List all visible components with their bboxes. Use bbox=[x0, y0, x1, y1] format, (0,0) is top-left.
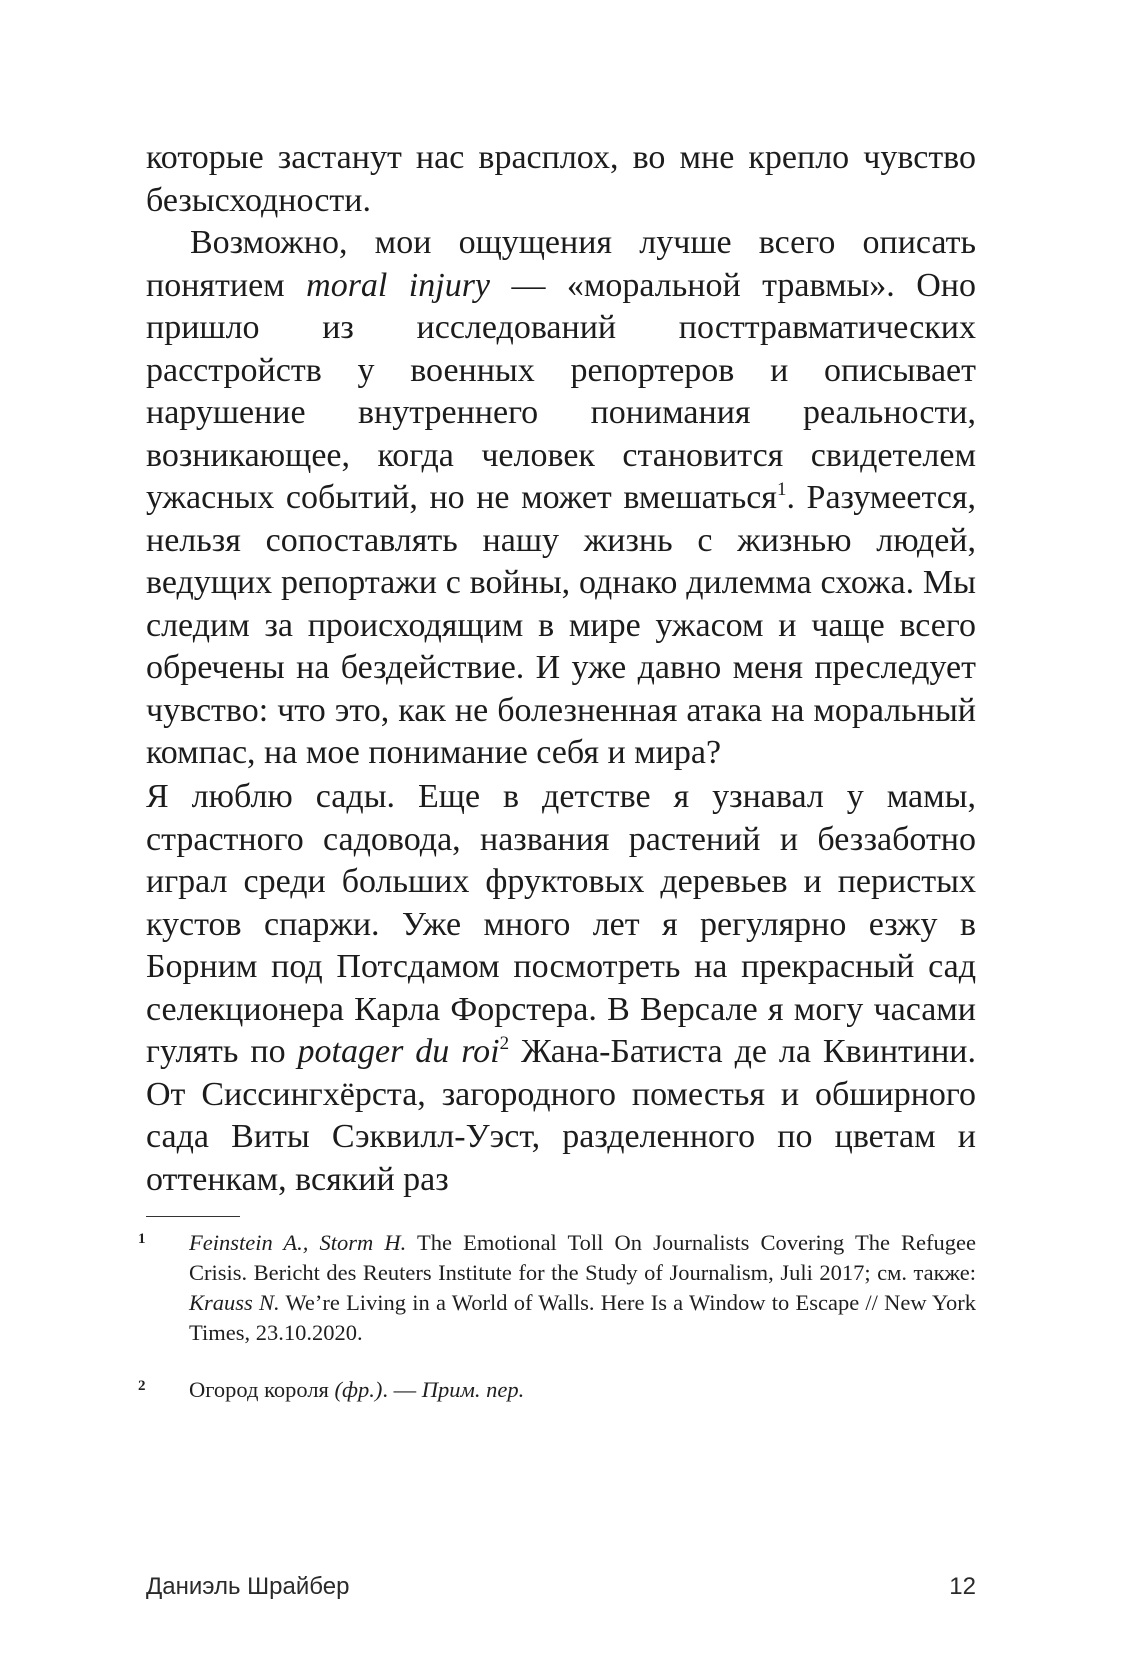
paragraph-text: . Разумеется, нельзя сопоставлять нашу жизнь с жизнью людей, ведущих репортажи с войны, однако дилемма схожа. Мы следим за происходящим в мире ужасом и чаще всего обречены на бездействие. И уже давно меня преследует чувство: что это, как не болезненная атака на моральный компас, на мое понимание себя и мира? bbox=[146, 479, 977, 771]
footnote-authors: Feinstein A., Storm H. bbox=[189, 1230, 407, 1255]
footnote-1 bbox=[138, 1228, 976, 1348]
paragraph-continuation: которые застанут нас врасплох, во мне крепло чувство безысходности. bbox=[146, 139, 976, 219]
footnote-reference[interactable]: 2 bbox=[499, 1033, 510, 1054]
paragraph-text: — «моральной травмы». Оно пришло из исследований посттравматических расстройств у военных репортеров и описывает нарушение внутреннего понимания реальности, возникающее, когда человек становится свидетелем ужасных событий, но не может вмешаться bbox=[146, 266, 976, 516]
paragraph-gardens bbox=[146, 776, 976, 1201]
footnote-separator: . — bbox=[382, 1377, 422, 1402]
footnote-translation: Огород короля bbox=[189, 1377, 335, 1402]
footnote-number: 1 bbox=[138, 1231, 146, 1247]
italic-term: potager du roi bbox=[297, 1033, 500, 1070]
footnote-citation: The Emotional Toll On Journalists Covering The Refugee Crisis. Bericht des Reuters Institute for the Study of Journalism, Juli 2017; см. также: bbox=[189, 1230, 976, 1285]
footnote-text bbox=[189, 1228, 976, 1348]
paragraph-moral-injury bbox=[146, 222, 976, 775]
footnote-reference[interactable]: 1 bbox=[776, 479, 787, 500]
footnote-number: 2 bbox=[138, 1378, 146, 1394]
footnote-language: (фр.) bbox=[334, 1377, 383, 1402]
body-text-top bbox=[146, 137, 976, 775]
translator-note: Прим. пер. bbox=[421, 1377, 525, 1402]
body-text-gardens bbox=[146, 776, 976, 1201]
paragraph-text: Я люблю сады. Еще в детстве я узнавал у мамы, страстного садовода, названия растений и беззаботно играл среди больших фруктовых деревьев и перистых кустов спаржи. Уже много лет я регулярно езжу в Борним под Потсдамом посмотреть на прекрасный сад селекционера Карла Форстера. В Версале я могу часами гулять по bbox=[146, 778, 976, 1070]
paragraph-text: Возможно, мои ощущения лучше всего описать понятием bbox=[146, 224, 976, 304]
paragraph-text: Жана-Батиста де ла Квинтини. От Сиссингхёрста, загородного поместья и обширного сада Виты Сэквилл-Уэст, разделенного по цветам и оттенкам, всякий раз bbox=[146, 1033, 977, 1198]
footnote-text bbox=[189, 1375, 976, 1405]
footnote-citation: We’re Living in a World of Walls. Here Is a Window to Escape // New York Times, 23.10.2020. bbox=[189, 1290, 976, 1345]
footnote-2 bbox=[138, 1375, 976, 1405]
running-author: Даниэль Шрайбер bbox=[146, 1573, 350, 1600]
italic-term: moral injury bbox=[306, 266, 491, 304]
footnote-divider bbox=[146, 1216, 240, 1217]
page-number: 12 bbox=[949, 1573, 976, 1600]
footnote-authors: Krauss N. bbox=[189, 1290, 280, 1315]
